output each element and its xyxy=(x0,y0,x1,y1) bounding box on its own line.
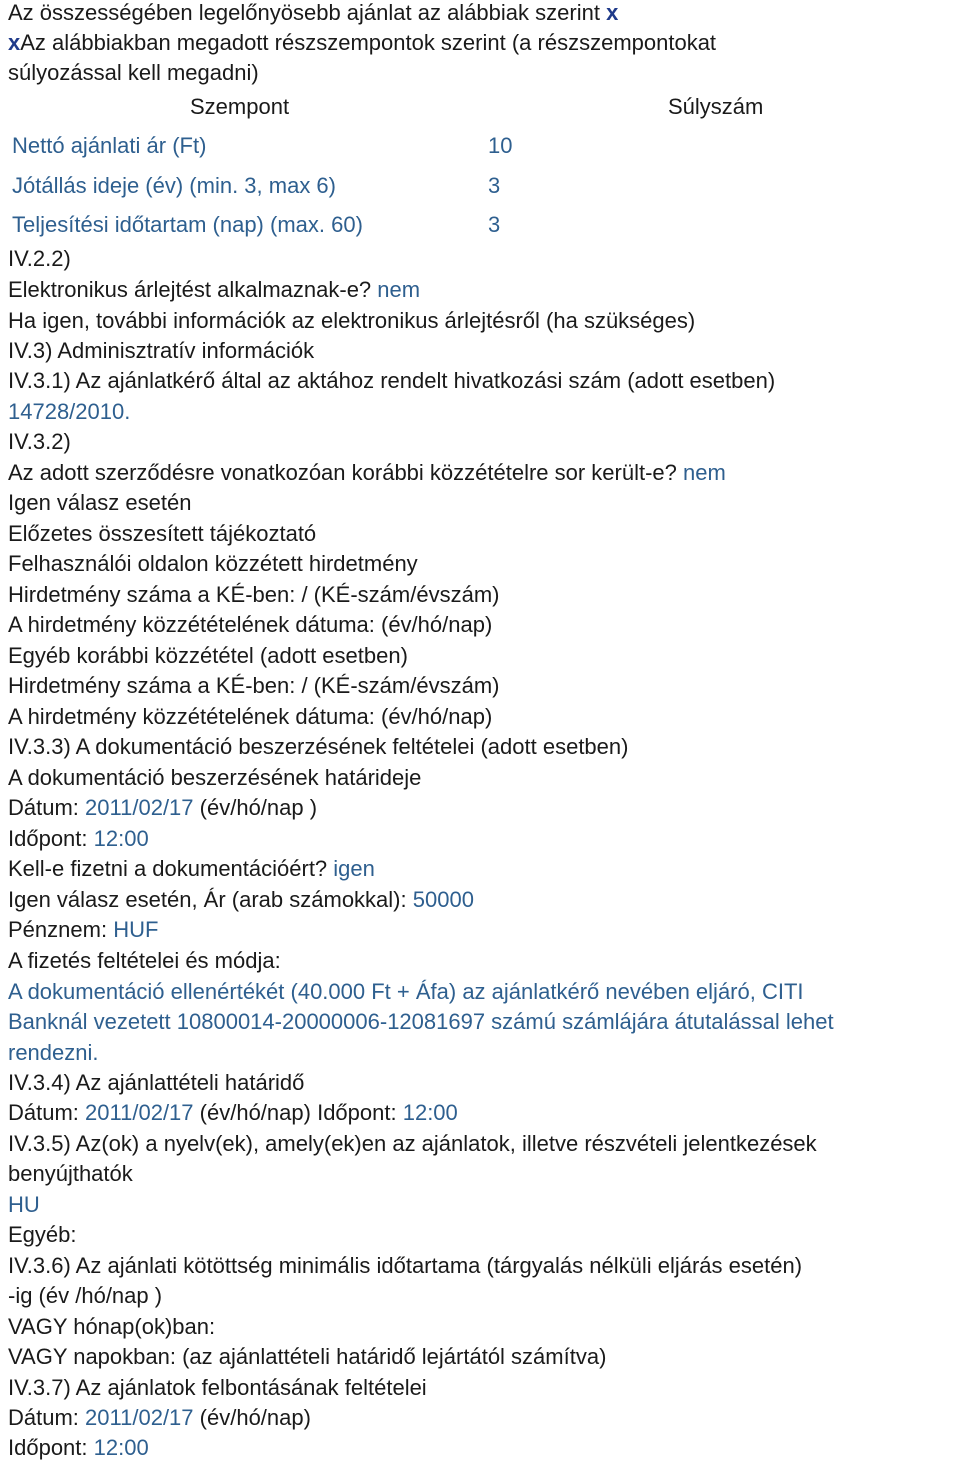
text-line: -ig (év /hó/nap ) xyxy=(8,1283,163,1308)
field-value: 12:00 xyxy=(93,826,149,851)
criterion-name: Nettó ajánlati ár (Ft) xyxy=(12,133,207,158)
question-text: Elektronikus árlejtést alkalmaznak-e? xyxy=(8,277,372,302)
field-label: Időpont: xyxy=(317,1100,397,1125)
opening-date-line xyxy=(8,1405,311,1431)
field-label: Dátum: xyxy=(8,1405,79,1430)
field-value: igen xyxy=(333,856,375,881)
criterion-name: Teljesítési időtartam (nap) (max. 60) xyxy=(12,212,363,237)
auction-info: Ha igen, további információk az elektronikus árlejtésről (ha szükséges) xyxy=(8,308,696,333)
doc-price-line xyxy=(8,887,474,913)
text-line: Igen válasz esetén xyxy=(8,490,192,515)
text-line: A hirdetmény közzétételének dátuma: (év/hó/nap) xyxy=(8,612,493,637)
payment-terms-line: Banknál vezetett 10800014-20000006-12081697 számú számlájára átutalással lehet xyxy=(8,1009,834,1034)
field-value: 12:00 xyxy=(402,1100,458,1125)
field-label: Pénznem: xyxy=(8,917,108,942)
field-value: 12:00 xyxy=(93,1435,149,1460)
section-heading: IV.3) Adminisztratív információk xyxy=(8,338,315,363)
prior-pub-question xyxy=(8,460,726,486)
doc-currency-line xyxy=(8,917,158,943)
doc-pay-line xyxy=(8,856,375,882)
section-heading: IV.3.7) Az ajánlatok felbontásának feltételei xyxy=(8,1375,427,1400)
header-line-3: súlyozással kell megadni) xyxy=(8,60,259,85)
header-text-2: Az alábbiakban megadott részszempontok szerint (a részszempontokat xyxy=(20,30,717,55)
section-heading: IV.3.6) Az ajánlati kötöttség minimális időtartama (tárgyalás nélküli eljárás esetén) xyxy=(8,1253,803,1278)
header-text-1: Az összességében legelőnyösebb ajánlat az alábbiak szerint xyxy=(8,0,600,25)
section-heading: IV.2.2) xyxy=(8,246,71,271)
section-heading: IV.3.1) Az ajánlatkérő által az aktához rendelt hivatkozási szám (adott esetben) xyxy=(8,368,776,393)
reference-number: 14728/2010. xyxy=(8,399,131,424)
section-heading: IV.3.5) Az(ok) a nyelv(ek), amely(ek)en az ajánlatok, illetve részvételi jelentkezések xyxy=(8,1131,817,1156)
text-line: VAGY napokban: (az ajánlattételi határidő lejártától számítva) xyxy=(8,1344,607,1369)
col-header-criterion: Szempont xyxy=(190,94,290,119)
criterion-weight: 10 xyxy=(488,133,513,158)
text-line: Felhasználói oldalon közzétett hirdetmény xyxy=(8,551,418,576)
criterion-name: Jótállás ideje (év) (min. 3, max 6) xyxy=(12,173,336,198)
text-line: A hirdetmény közzétételének dátuma: (év/hó/nap) xyxy=(8,704,493,729)
field-value: 2011/02/17 xyxy=(85,795,194,820)
field-label: Dátum: xyxy=(8,1100,79,1125)
field-value: HUF xyxy=(113,917,159,942)
field-label: Kell-e fizetni a dokumentációért? xyxy=(8,856,328,881)
field-suffix: (év/hó/nap) xyxy=(199,1100,311,1125)
deadline-line xyxy=(8,1100,458,1126)
field-label: Egyéb: xyxy=(8,1222,77,1247)
field-label: Dátum: xyxy=(8,795,79,820)
header-line-1 xyxy=(8,0,618,26)
text-line: Előzetes összesített tájékoztató xyxy=(8,521,317,546)
criterion-weight: 3 xyxy=(488,212,501,237)
auction-question xyxy=(8,277,420,303)
section-heading: IV.3.2) xyxy=(8,429,71,454)
language-value: HU xyxy=(8,1192,40,1217)
field-value: 2011/02/17 xyxy=(85,1405,194,1430)
text-line: Hirdetmény száma a KÉ-ben: / (KÉ-szám/évszám) xyxy=(8,673,500,698)
answer-value: nem xyxy=(683,460,726,485)
header-line-2 xyxy=(8,30,716,56)
text-line: Hirdetmény száma a KÉ-ben: / (KÉ-szám/évszám) xyxy=(8,582,500,607)
selected-mark: x xyxy=(606,0,619,25)
payment-terms-line: rendezni. xyxy=(8,1040,99,1065)
section-heading-cont: benyújthatók xyxy=(8,1161,133,1186)
doc-date-line xyxy=(8,795,317,821)
section-heading: IV.3.4) Az ajánlattételi határidő xyxy=(8,1070,305,1095)
text-line: A dokumentáció beszerzésének határideje xyxy=(8,765,422,790)
selected-mark: x xyxy=(8,30,21,55)
criterion-weight: 3 xyxy=(488,173,501,198)
text-line: Egyéb korábbi közzététel (adott esetben) xyxy=(8,643,408,668)
question-text: Az adott szerződésre vonatkozóan korábbi közzétételre sor került-e? xyxy=(8,460,677,485)
field-label: Időpont: xyxy=(8,1435,88,1460)
payment-terms-line: A dokumentáció ellenértékét (40.000 Ft + Áfa) az ajánlatkérő nevében eljáró, CITI xyxy=(8,979,804,1004)
field-label: A fizetés feltételei és módja: xyxy=(8,948,281,973)
section-heading: IV.3.3) A dokumentáció beszerzésének feltételei (adott esetben) xyxy=(8,734,629,759)
field-label: Időpont: xyxy=(8,826,88,851)
field-value: 50000 xyxy=(412,887,474,912)
text-line: VAGY hónap(ok)ban: xyxy=(8,1314,216,1339)
field-suffix: (év/hó/nap ) xyxy=(199,795,318,820)
answer-value: nem xyxy=(377,277,421,302)
field-value: 2011/02/17 xyxy=(85,1100,194,1125)
field-suffix: (év/hó/nap) xyxy=(199,1405,311,1430)
doc-time-line xyxy=(8,826,149,852)
opening-time-line xyxy=(8,1435,149,1461)
field-label: Igen válasz esetén, Ár (arab számokkal): xyxy=(8,887,407,912)
col-header-weight: Súlyszám xyxy=(668,94,764,119)
